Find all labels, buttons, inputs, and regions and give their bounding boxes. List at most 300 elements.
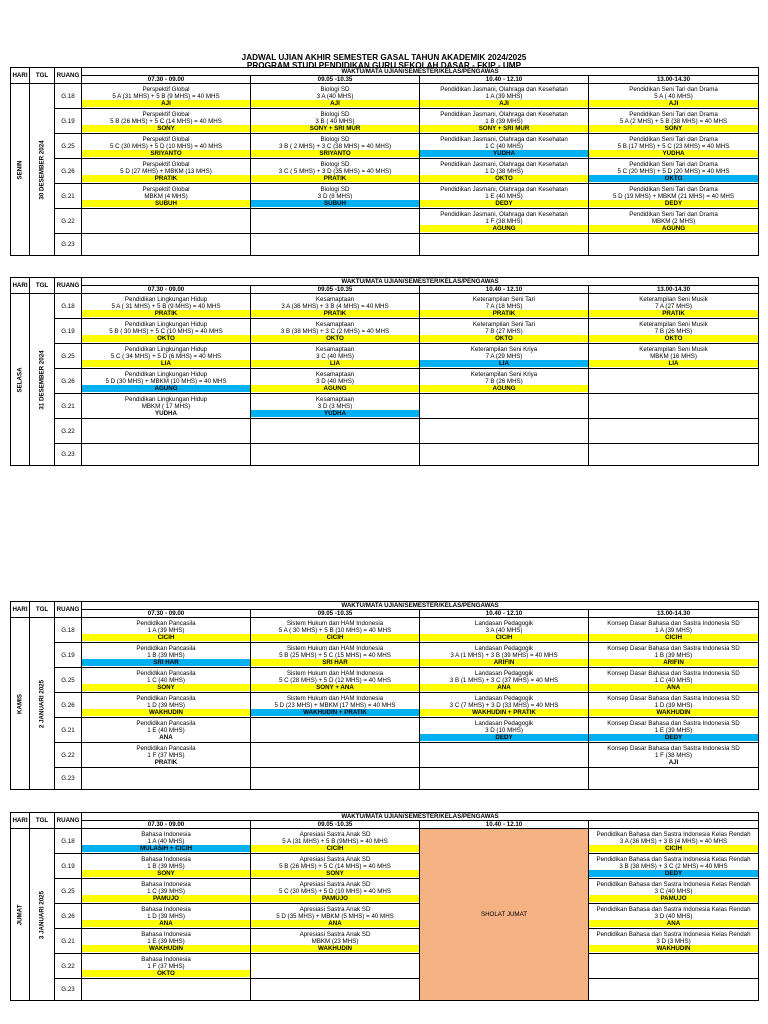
exam-subject: Keterampilan Seni Musik <box>639 345 708 353</box>
header-tgl: TGL <box>30 813 55 829</box>
exam-subject: Keterampilan Seni Musik <box>639 295 708 303</box>
exam-invigilator: SRIYANTO <box>251 150 419 157</box>
exam-subject: Konsep Dasar Bahasa dan Sastra Indonesia SD <box>607 669 740 677</box>
exam-class-detail: 3 B (38 MHS) + 3 C (2 MHS) = 40 MHS <box>619 862 728 870</box>
exam-subject: Biologi SD <box>320 160 350 168</box>
exam-invigilator: YUDHA <box>251 410 419 417</box>
exam-cell <box>82 854 251 879</box>
exam-invigilator: AGUNG <box>82 385 250 392</box>
time-slot: 09.05 -10.35 <box>251 610 420 618</box>
day-cell <box>11 618 30 790</box>
exam-cell <box>589 829 759 854</box>
exam-invigilator: PAMUJO <box>251 895 419 902</box>
exam-class-detail: 3 D (10 MHS) <box>485 726 523 734</box>
exam-subject: Pendidikan Jasmani, Olahraga dan Kesehatan <box>440 85 568 93</box>
exam-invigilator: AJI <box>668 758 679 766</box>
exam-entry <box>420 296 588 317</box>
exam-cell <box>251 344 420 369</box>
exam-cell <box>589 879 759 904</box>
exam-cell <box>420 234 589 256</box>
exam-invigilator: ANA <box>82 920 250 927</box>
sholat-jumat-block: SHOLAT JUMAT <box>420 829 589 1001</box>
room-cell: G.23 <box>55 768 82 790</box>
exam-subject: Pendidikan Pancasila <box>136 719 196 727</box>
room-cell: G.25 <box>55 668 82 693</box>
table-row <box>11 879 759 904</box>
exam-class-detail: 3 C ( 5 MHS) + 3 D (35 MHS) = 40 MHS) <box>278 167 392 175</box>
exam-cell <box>420 768 589 790</box>
exam-subject: Pendidikan Seni Tari dan Drama <box>629 210 718 218</box>
exam-subject: Pendidikan Lingkungan Hidup <box>124 345 208 353</box>
exam-invigilator: CICIH <box>82 634 250 641</box>
exam-class-detail: 3 A (40 MHS) <box>485 626 523 634</box>
exam-cell <box>82 618 251 643</box>
exam-subject: Keterampilan Seni Musik <box>639 320 708 328</box>
exam-invigilator: SRI HAR <box>251 659 419 666</box>
date-label: 31 DESEMBER 2024 <box>38 349 46 410</box>
exam-class-detail: 7 B (27 MHS) <box>485 327 523 335</box>
exam-cell <box>420 668 589 693</box>
exam-cell <box>82 929 251 954</box>
exam-entry <box>589 906 758 927</box>
exam-invigilator: YUDHA <box>420 150 588 157</box>
exam-entry <box>251 620 419 641</box>
exam-cell <box>251 829 420 854</box>
exam-invigilator: LIA <box>589 360 758 367</box>
room-cell: G.18 <box>55 829 82 854</box>
exam-class-detail: 1 A (40 MHS) <box>147 837 185 845</box>
exam-cell <box>420 618 589 643</box>
exam-subject: Pendidikan Pancasila <box>136 669 196 677</box>
room-cell: G.23 <box>55 234 82 256</box>
exam-class-detail: 3 A (36 MHS) + 3 B (4 MHS) = 40 MHS <box>281 302 389 310</box>
time-slot: 10.40 - 12.10 <box>420 821 589 829</box>
table-row <box>11 854 759 879</box>
exam-cell <box>251 693 420 718</box>
table-row <box>11 743 759 768</box>
exam-class-detail: 3 A (40 MHS) <box>316 92 354 100</box>
time-slot: 13.00-14.30 <box>589 610 759 618</box>
exam-cell <box>589 344 759 369</box>
exam-class-detail: 1 F (38 MHS) <box>654 751 693 759</box>
date-label: 2 JANUARI 2025 <box>38 679 46 728</box>
exam-class-detail: 1 C (40 MHS) <box>654 676 693 684</box>
room-cell: G.23 <box>55 979 82 1001</box>
exam-invigilator: SONY + SRI MUR <box>420 125 588 132</box>
room-cell: G.26 <box>55 159 82 184</box>
exam-cell <box>589 854 759 879</box>
table-row <box>11 929 759 954</box>
exam-invigilator: CICIH <box>420 634 588 641</box>
exam-cell <box>589 743 759 768</box>
header-ruang: RUANG <box>55 278 82 294</box>
exam-invigilator: SRI HAR <box>82 659 250 666</box>
exam-subject: Konsep Dasar Bahasa dan Sastra Indonesia SD <box>607 619 740 627</box>
exam-invigilator: ANA <box>589 684 758 691</box>
exam-cell <box>82 319 251 344</box>
header-hari: HARI <box>11 278 30 294</box>
exam-entry <box>82 881 250 902</box>
day-label: SENIN <box>16 160 24 179</box>
exam-cell <box>82 369 251 394</box>
exam-subject: Sistem Hukum dan HAM Indonesia <box>286 619 384 627</box>
exam-entry <box>589 670 758 691</box>
exam-invigilator: DEDY <box>589 200 758 207</box>
exam-invigilator: PAMUJO <box>82 895 250 902</box>
exam-subject: Pendidikan Pancasila <box>136 619 196 627</box>
exam-entry <box>420 645 588 666</box>
exam-entry <box>251 296 419 317</box>
exam-invigilator: OKTO <box>420 335 588 342</box>
date-label: 3 JANUARI 2025 <box>38 890 46 939</box>
document-title: JADWAL UJIAN AKHIR SEMESTER GASAL TAHUN AKADEMIK 2024/2025 <box>241 53 527 62</box>
table-row <box>11 444 759 466</box>
table-row <box>11 134 759 159</box>
time-slot-row <box>11 610 759 618</box>
exam-class-detail: 1 C (40 MHS) <box>147 676 185 684</box>
exam-cell <box>251 979 420 1001</box>
room-cell: G.18 <box>55 84 82 109</box>
exam-invigilator: PRATIK <box>82 310 250 317</box>
exam-entry <box>420 161 588 182</box>
room-cell: G.21 <box>55 394 82 419</box>
exam-cell <box>420 184 589 209</box>
date-cell <box>30 294 55 466</box>
exam-entry <box>251 670 419 691</box>
room-cell: G.19 <box>55 109 82 134</box>
exam-cell <box>82 419 251 444</box>
exam-entry <box>251 186 419 207</box>
exam-subject: Keterampilan Seni Kriya <box>470 345 538 353</box>
exam-invigilator: SUBUH <box>251 200 419 207</box>
time-slot: 10.40 - 12.10 <box>420 76 589 84</box>
exam-class-detail: 1 E (39 MHS) <box>654 726 693 734</box>
table-row <box>11 319 759 344</box>
exam-invigilator: AGUNG <box>420 225 588 232</box>
exam-cell <box>589 643 759 668</box>
exam-cell <box>420 344 589 369</box>
exam-entry <box>589 186 758 207</box>
exam-subject: Perspektif Global <box>142 160 190 168</box>
exam-cell <box>589 84 759 109</box>
exam-cell <box>251 369 420 394</box>
exam-entry <box>251 856 419 877</box>
exam-invigilator: DEDY <box>589 734 758 741</box>
exam-cell <box>420 134 589 159</box>
exam-cell <box>82 879 251 904</box>
exam-class-detail: 5 C (20 MHS) + 5 D (20 MHS) = 40 MHS <box>617 167 730 175</box>
exam-entry <box>420 86 588 107</box>
exam-class-detail: 1 E (40 MHS) <box>147 726 185 734</box>
exam-class-detail: 1 E (40 MHS) <box>485 192 523 200</box>
exam-entry <box>589 111 758 132</box>
exam-cell <box>589 618 759 643</box>
exam-invigilator: OKTO <box>82 970 250 977</box>
exam-cell <box>420 84 589 109</box>
exam-cell <box>420 109 589 134</box>
exam-invigilator: ANA <box>589 920 758 927</box>
exam-cell <box>589 209 759 234</box>
exam-subject: Konsep Dasar Bahasa dan Sastra Indonesia SD <box>607 644 740 652</box>
exam-invigilator: WAKHUDIN <box>589 709 758 716</box>
exam-class-detail: 1 B (39 MHS) <box>654 651 693 659</box>
room-cell: G.22 <box>55 419 82 444</box>
exam-subject: Biologi SD <box>320 85 350 93</box>
exam-invigilator: CICIH <box>251 845 419 852</box>
exam-cell <box>251 904 420 929</box>
time-slot-row <box>11 76 759 84</box>
room-cell: G.26 <box>55 904 82 929</box>
room-cell: G.18 <box>55 618 82 643</box>
exam-subject: Pendidikan Bahasa dan Sastra Indonesia Kelas Rendah <box>596 880 751 888</box>
exam-subject: Landasan Pedagogik <box>474 719 534 727</box>
exam-subject: Apresiasi Sastra Anak SD <box>299 880 371 888</box>
header-group: WAKTU/MATA UJIAN/SEMESTER/KELAS/PENGAWAS <box>82 68 759 76</box>
exam-subject: Apresiasi Sastra Anak SD <box>299 930 371 938</box>
exam-invigilator: CICIH <box>589 634 758 641</box>
exam-subject: Perspektif Global <box>142 185 190 193</box>
exam-cell <box>251 134 420 159</box>
exam-invigilator: SONY <box>589 125 758 132</box>
exam-class-detail: 5 A ( 40 MHS) <box>654 92 693 100</box>
exam-cell <box>251 929 420 954</box>
exam-cell <box>82 234 251 256</box>
exam-entry <box>251 695 419 716</box>
exam-subject: Biologi SD <box>320 135 350 143</box>
exam-cell <box>251 668 420 693</box>
exam-subject: Pendidikan Jasmani, Olahraga dan Kesehatan <box>440 185 568 193</box>
exam-entry <box>589 645 758 666</box>
exam-class-detail: MBKM ( 17 MHS) <box>141 402 191 410</box>
exam-cell <box>589 768 759 790</box>
exam-entry <box>589 346 758 367</box>
exam-cell <box>420 369 589 394</box>
exam-subject: Sistem Hukum dan HAM Indonesia <box>286 694 384 702</box>
header-hari: HARI <box>11 602 30 618</box>
exam-entry <box>251 906 419 927</box>
exam-cell <box>251 394 420 419</box>
exam-subject: Biologi SD <box>320 110 350 118</box>
exam-entry <box>82 856 250 877</box>
exam-invigilator: ANA <box>251 920 419 927</box>
exam-entry <box>82 296 250 317</box>
room-cell: G.25 <box>55 134 82 159</box>
exam-entry <box>420 321 588 342</box>
exam-class-detail: 5 A ( 30 MHS) + 5 B (10 MHS) = 40 MHS <box>278 626 392 634</box>
day-label: KAMIS <box>16 693 24 714</box>
exam-cell <box>251 854 420 879</box>
exam-entry <box>589 620 758 641</box>
exam-invigilator: CICIH <box>251 634 419 641</box>
exam-entry <box>82 371 250 392</box>
table-row <box>11 718 759 743</box>
table-row <box>11 109 759 134</box>
exam-cell <box>589 693 759 718</box>
exam-invigilator: OKTO <box>589 175 758 182</box>
exam-cell <box>251 718 420 743</box>
table-row <box>11 394 759 419</box>
exam-cell <box>589 668 759 693</box>
header-ruang: RUANG <box>55 602 82 618</box>
exam-cell <box>251 419 420 444</box>
exam-subject: Landasan Pedagogik <box>474 669 534 677</box>
time-slot-row <box>11 821 759 829</box>
exam-entry <box>82 346 250 367</box>
exam-cell <box>251 84 420 109</box>
exam-subject: Pendidikan Lingkungan Hidup <box>124 395 208 403</box>
date-cell <box>30 829 55 1001</box>
exam-cell <box>420 643 589 668</box>
exam-cell <box>589 954 759 979</box>
room-cell: G.19 <box>55 643 82 668</box>
table-row <box>11 344 759 369</box>
exam-invigilator: OKTO <box>251 335 419 342</box>
exam-subject: Pendidikan Lingkungan Hidup <box>124 320 208 328</box>
exam-entry <box>589 881 758 902</box>
exam-subject: Perspektif Global <box>142 135 190 143</box>
exam-class-detail: 5 D (35 MHS) + MBKM (5 MHS) = 40 MHS <box>276 912 394 920</box>
exam-class-detail: 3 C (40 MHS) <box>654 887 693 895</box>
exam-class-detail: 5 C (30 MHS) + 5 D (10 MHS) = 40 MHS <box>278 887 392 895</box>
exam-invigilator: AJI <box>251 100 419 107</box>
table-row <box>11 693 759 718</box>
exam-subject: Pendidikan Pancasila <box>136 644 196 652</box>
exam-class-detail: 1 B (39 MHS) <box>485 117 523 125</box>
header-row <box>11 278 759 286</box>
exam-cell <box>251 109 420 134</box>
exam-invigilator: WAKHUDIN + PRATIK <box>251 709 419 716</box>
exam-class-detail: 1 F (38 MHS) <box>485 217 523 225</box>
exam-invigilator: OKTO <box>82 335 250 342</box>
header-row <box>11 68 759 76</box>
date-cell <box>30 618 55 790</box>
exam-class-detail: 5 A ( 31 MHS) + 5 B (9 MHS) = 40 MHS <box>111 302 221 310</box>
exam-invigilator: PRATIK <box>589 310 758 317</box>
exam-class-detail: 1 D (39 MHS) <box>147 912 185 920</box>
exam-cell <box>82 159 251 184</box>
exam-invigilator: SONY <box>82 684 250 691</box>
table-row <box>11 668 759 693</box>
exam-invigilator: WAKHUDIN <box>251 945 419 952</box>
exam-class-detail: 7 B (26 MHS) <box>485 377 523 385</box>
exam-subject: Pendidikan Lingkungan Hidup <box>124 295 208 303</box>
exam-class-detail: 3 B (1 MHS) + 3 C (37 MHS) = 40 MHS <box>449 676 559 684</box>
exam-subject: Pendidikan Seni Tari dan Drama <box>629 135 718 143</box>
table-row <box>11 904 759 929</box>
schedule-table-senin <box>10 67 759 256</box>
exam-entry <box>82 186 250 207</box>
table-row <box>11 294 759 319</box>
table-row <box>11 643 759 668</box>
day-label: SELASA <box>16 366 24 393</box>
exam-invigilator: AGUNG <box>589 225 758 232</box>
exam-class-detail: 1 D (39 MHS) <box>654 701 693 709</box>
exam-cell <box>82 979 251 1001</box>
exam-subject: Perspektif Global <box>142 110 190 118</box>
time-slot: 10.40 - 12.10 <box>420 286 589 294</box>
exam-cell <box>589 369 759 394</box>
exam-entry <box>82 86 250 107</box>
exam-cell <box>589 444 759 466</box>
exam-entry <box>420 670 588 691</box>
schedule-table-jumat <box>10 812 759 1001</box>
exam-invigilator: SONY <box>251 870 419 877</box>
header-hari: HARI <box>11 68 30 84</box>
exam-class-detail: 5 C (28 MHS) + 5 D (12 MHS) = 40 MHS <box>278 676 392 684</box>
table-row <box>11 159 759 184</box>
exam-class-detail: 3 A (36 MHS) + 3 B (4 MHS) = 40 MHS <box>619 837 728 845</box>
exam-subject: Perspektif Global <box>142 85 190 93</box>
exam-cell <box>420 394 589 419</box>
room-cell: G.25 <box>55 344 82 369</box>
exam-entry <box>82 620 250 641</box>
exam-subject: Pendidikan Bahasa dan Sastra Indonesia Kelas Rendah <box>596 855 751 863</box>
exam-class-detail: MBKM (16 MHS) <box>650 352 697 360</box>
exam-cell <box>251 234 420 256</box>
exam-subject: Landasan Pedagogik <box>474 644 534 652</box>
time-slot: 09.05 -10.35 <box>251 286 420 294</box>
exam-entry <box>82 645 250 666</box>
exam-subject: Kesamaptaan <box>315 370 355 378</box>
exam-invigilator: OKTO <box>420 175 588 182</box>
exam-cell <box>82 743 251 768</box>
exam-cell <box>82 904 251 929</box>
room-cell: G.22 <box>55 743 82 768</box>
exam-invigilator: WAKHUDIN <box>82 945 250 952</box>
exam-entry <box>82 745 250 766</box>
exam-subject: Konsep Dasar Bahasa dan Sastra Indonesia SD <box>607 719 740 727</box>
exam-class-detail: MBKM (4 MHS) <box>144 192 188 200</box>
exam-subject: Bahasa Indonesia <box>141 955 191 963</box>
exam-entry <box>82 695 250 716</box>
exam-subject: Pendidikan Bahasa dan Sastra Indonesia Kelas Rendah <box>596 830 751 838</box>
exam-cell <box>82 668 251 693</box>
exam-cell <box>420 209 589 234</box>
room-cell: G.21 <box>55 184 82 209</box>
exam-invigilator: AGUNG <box>420 385 588 392</box>
exam-cell <box>251 444 420 466</box>
exam-class-detail: 1 A (39 MHS) <box>655 626 692 634</box>
exam-invigilator: ARIFIN <box>589 659 758 666</box>
exam-class-detail: 3 B (38 MHS) + 3 C (2 MHS) = 40 MHS <box>280 327 390 335</box>
exam-subject: Apresiasi Sastra Anak SD <box>299 855 371 863</box>
room-cell: G.19 <box>55 319 82 344</box>
exam-subject: Pendidikan Lingkungan Hidup <box>124 370 208 378</box>
exam-invigilator: SONY <box>82 870 250 877</box>
exam-entry <box>82 831 250 852</box>
exam-entry <box>589 161 758 182</box>
exam-entry <box>589 211 758 232</box>
exam-subject: Landasan Pedagogik <box>474 619 534 627</box>
exam-class-detail: 3 D (3 MHS) <box>317 402 353 410</box>
exam-subject: Landasan Pedagogik <box>474 694 534 702</box>
exam-class-detail: 7 A (18 MHS) <box>485 302 523 310</box>
exam-invigilator: DEDY <box>420 200 588 207</box>
exam-subject: Pendidikan Pancasila <box>136 694 196 702</box>
exam-cell <box>82 718 251 743</box>
exam-invigilator: SUBUH <box>82 200 250 207</box>
exam-invigilator: ARIFIN <box>420 659 588 666</box>
exam-entry <box>251 645 419 666</box>
exam-class-detail: 1 D (38 MHS) <box>485 167 523 175</box>
exam-cell <box>82 344 251 369</box>
exam-entry <box>251 371 419 392</box>
exam-class-detail: 5 B (26 MHS) + 5 C (14 MHS) = 40 MHS <box>279 862 391 870</box>
exam-entry <box>420 211 588 232</box>
exam-subject: Kesamaptaan <box>315 345 355 353</box>
header-row <box>11 813 759 821</box>
exam-entry <box>82 396 250 417</box>
